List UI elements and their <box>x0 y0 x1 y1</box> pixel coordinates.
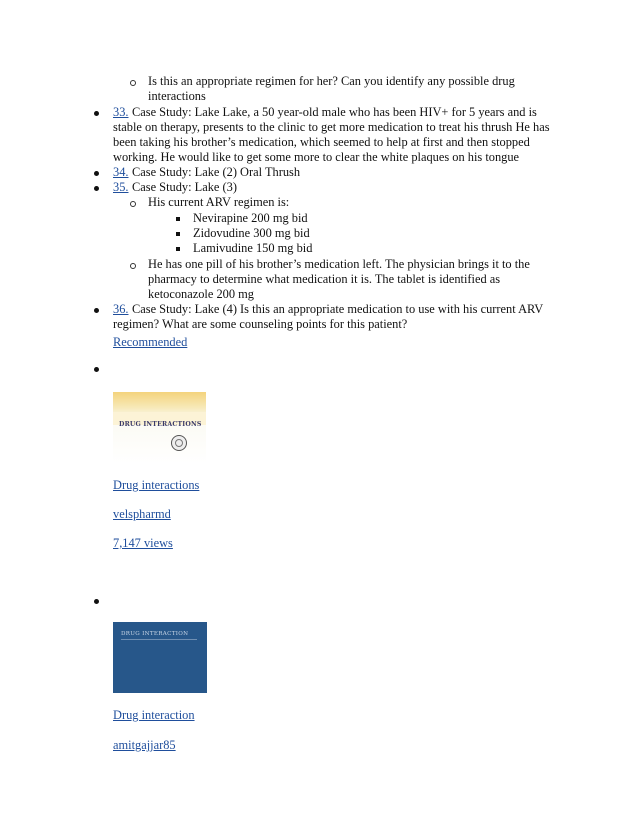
square-bullet-icon <box>176 247 180 251</box>
bullet-icon <box>94 171 99 176</box>
arv-regimen-label: His current ARV regimen is: <box>148 195 290 209</box>
thumbnail-rule <box>121 639 197 640</box>
sub-bullet-icon <box>130 80 136 86</box>
card-title-link[interactable]: Drug interactions <box>113 478 200 492</box>
item-33-line-4: working. He would like to get some more to clear the white plaques on his tongue <box>113 150 520 164</box>
bullet-icon <box>94 599 99 604</box>
square-bullet-icon <box>176 217 180 221</box>
drug-item: Nevirapine 200 mg bid <box>193 211 308 225</box>
thumbnail-title: DRUG INTERACTIONS <box>119 421 202 428</box>
item-36-line-2: regimen? What are some counseling points for this patient? <box>113 317 408 331</box>
card-author-link[interactable]: velspharmd <box>113 507 171 521</box>
drug-interactions-thumbnail[interactable] <box>113 392 206 463</box>
bullet-icon <box>94 186 99 191</box>
slide-link-34[interactable]: 34. <box>113 165 129 179</box>
slide-link-33[interactable]: 33. <box>113 105 129 119</box>
item-35-text: Case Study: Lake (3) <box>132 180 237 194</box>
question-line-1: Is this an appropriate regimen for her? Can you identify any possible drug <box>148 74 515 88</box>
slide-link-35[interactable]: 35. <box>113 180 129 194</box>
thumbnail-title: DRUG INTERACTION <box>121 631 189 637</box>
question-line-2: interactions <box>148 89 206 103</box>
brother-med-line-1: He has one pill of his brother’s medication left. The physician brings it to the <box>148 257 530 271</box>
bullet-icon <box>94 111 99 116</box>
card-title-link[interactable]: Drug interaction <box>113 708 195 722</box>
drug-item: Zidovudine 300 mg bid <box>193 226 310 240</box>
recommended-heading[interactable]: Recommended <box>113 335 188 349</box>
card-views-link[interactable]: 7,147 views <box>113 536 173 550</box>
seal-icon <box>171 435 187 451</box>
drug-item: Lamivudine 150 mg bid <box>193 241 313 255</box>
slide-link-36[interactable]: 36. <box>113 302 129 316</box>
square-bullet-icon <box>176 232 180 236</box>
bullet-icon <box>94 367 99 372</box>
card-author-link[interactable]: amitgajjar85 <box>113 738 176 752</box>
sub-bullet-icon <box>130 201 136 207</box>
brother-med-line-3: ketoconazole 200 mg <box>148 287 254 301</box>
bullet-icon <box>94 308 99 313</box>
brother-med-line-2: pharmacy to determine what medication it is. The tablet is identified as <box>148 272 501 286</box>
drug-interaction-thumbnail[interactable] <box>113 622 207 693</box>
item-36-line-1: Case Study: Lake (4) Is this an appropriate medication to use with his current ARV <box>132 302 544 316</box>
item-33-line-1: Case Study: Lake Lake, a 50 year-old male who has been HIV+ for 5 years and is <box>132 105 537 119</box>
item-34-text: Case Study: Lake (2) Oral Thrush <box>132 165 301 179</box>
item-33-line-2: stable on therapy, presents to the clinic to get more medication to treat his thrush He has <box>113 120 550 134</box>
item-33-line-3: been taking his brother’s medication, which seemed to help at first and then stopped <box>113 135 530 149</box>
sub-bullet-icon <box>130 263 136 269</box>
